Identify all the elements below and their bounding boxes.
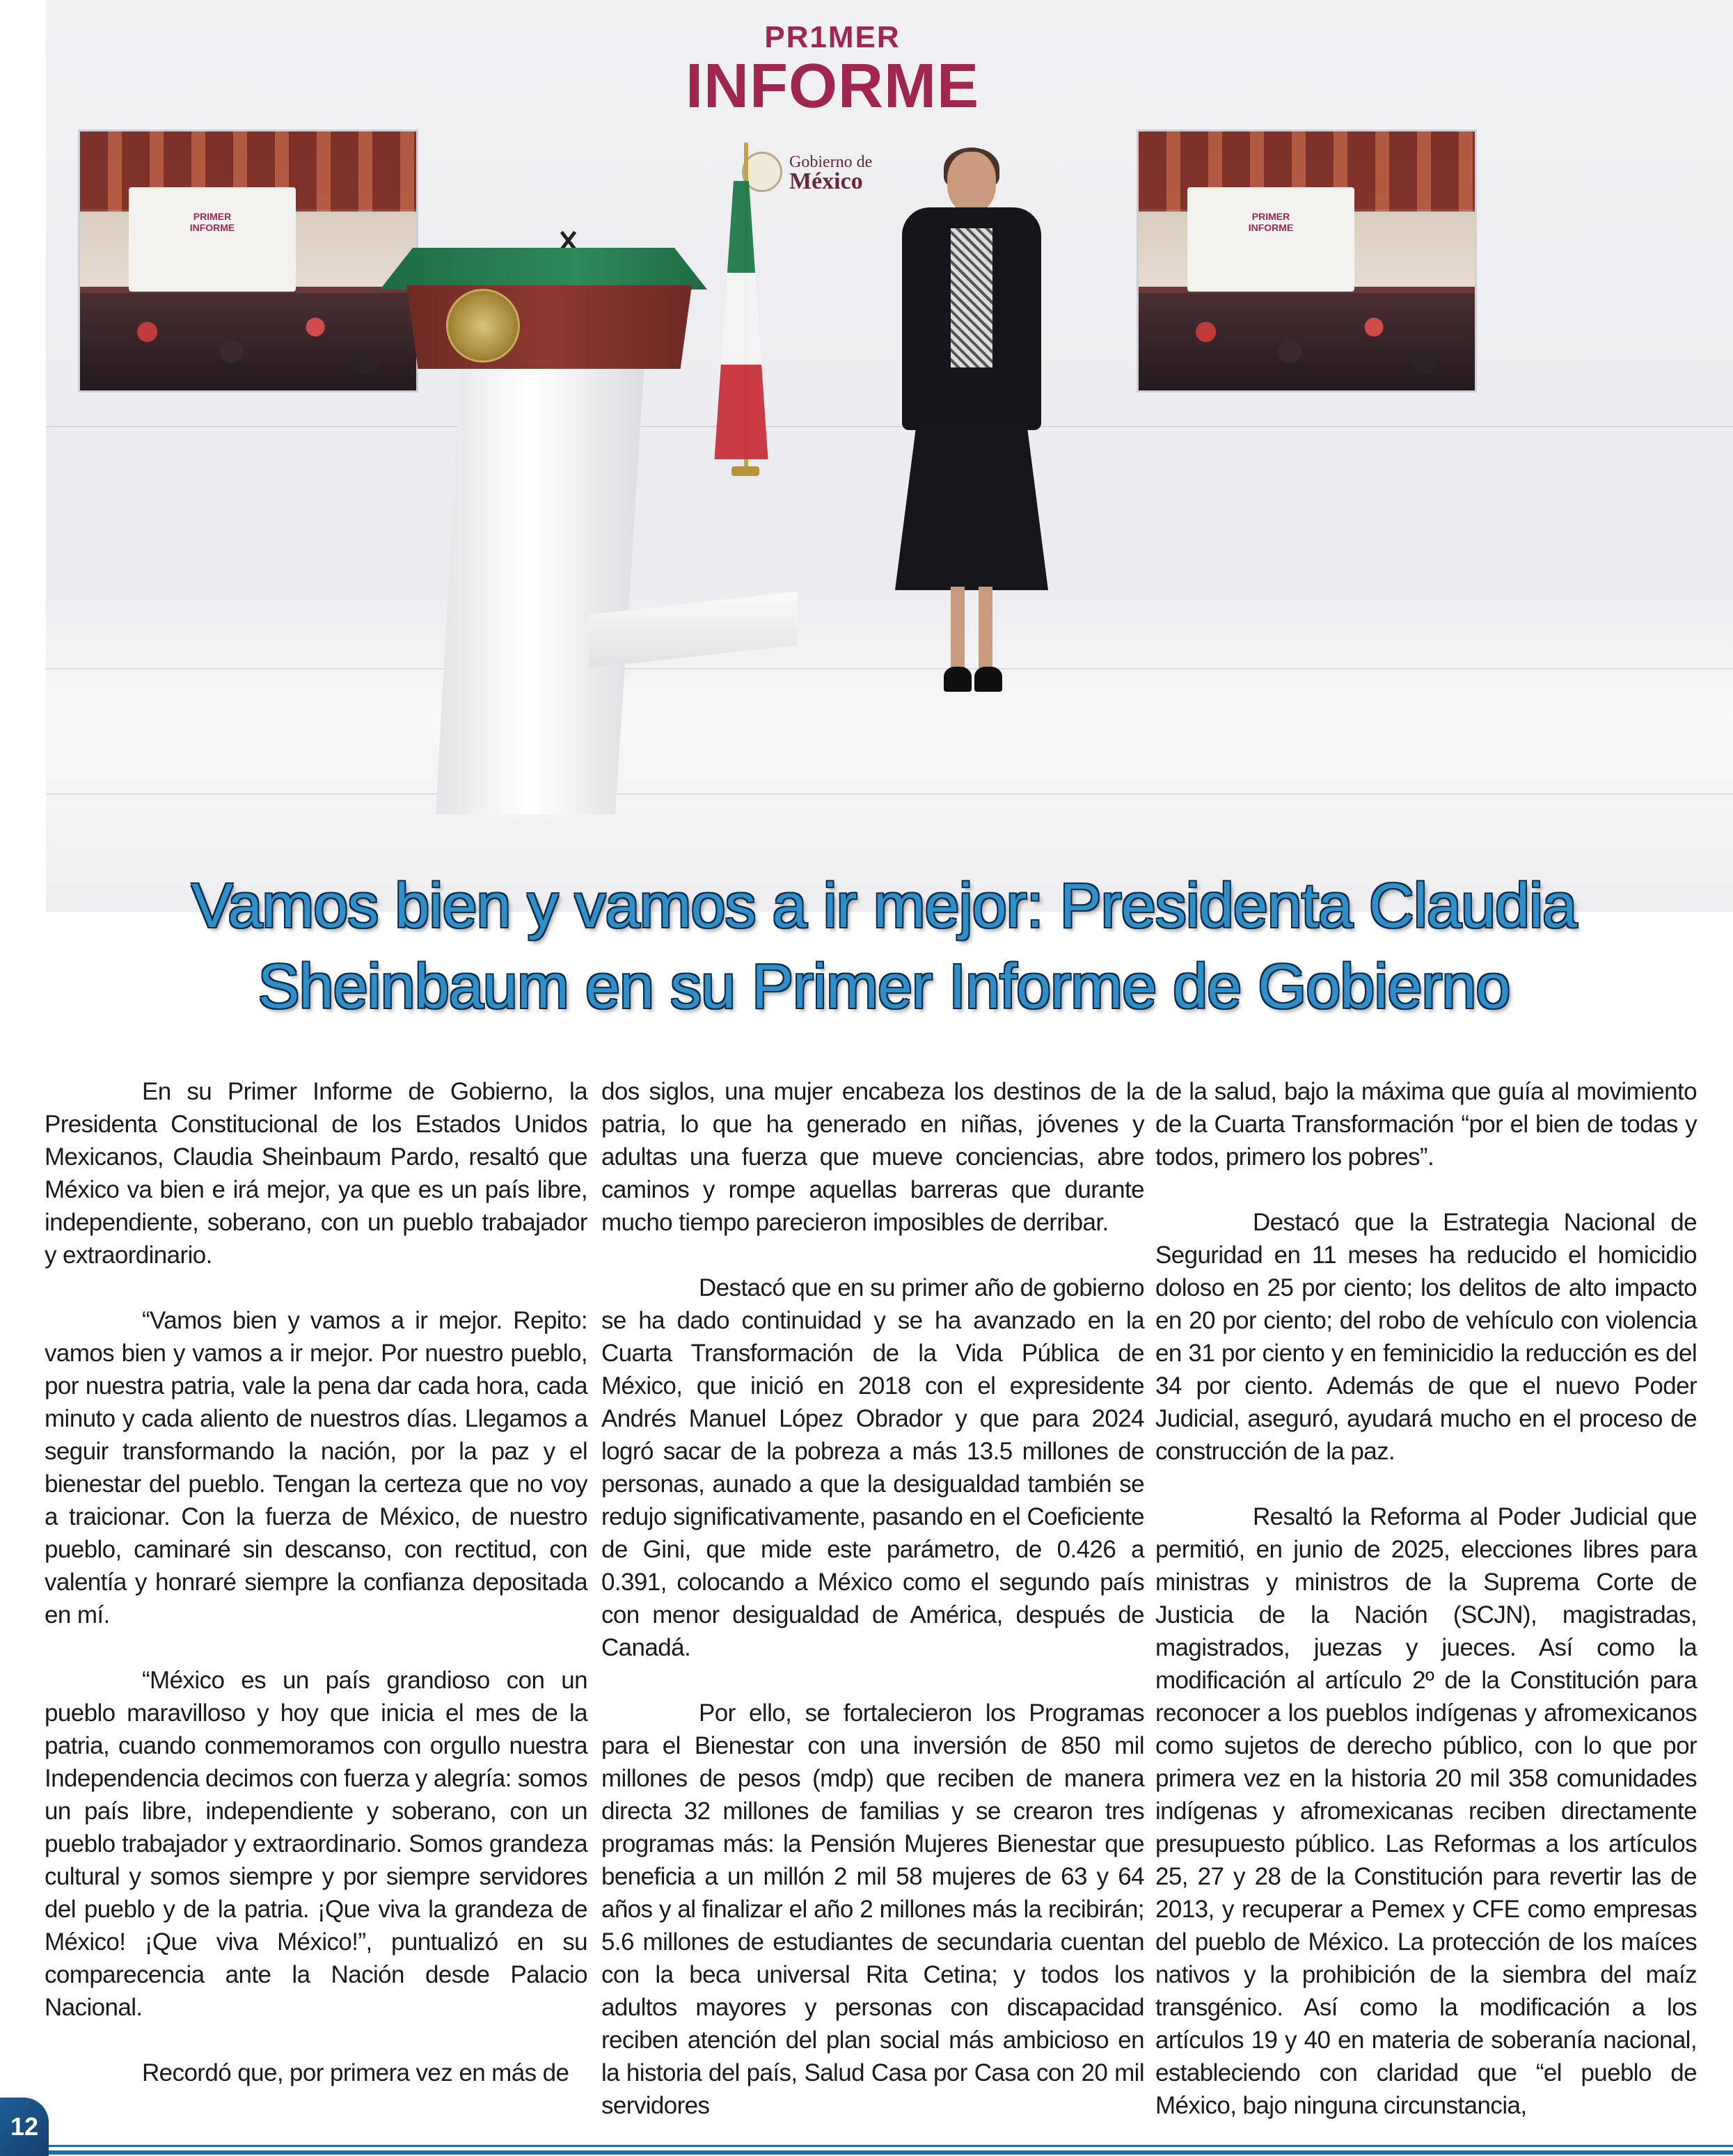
screen-logo bbox=[171, 211, 254, 233]
screen-logo-top: PRIMER bbox=[1251, 211, 1290, 222]
audience-crowd bbox=[1139, 293, 1475, 390]
paragraph: “Vamos bien y vamos a ir mejor. Repito: vamos bien y vamos a ir mejor. Por nuestro pueblo, por nuestra patria, vale la pena dar cada hora, cada minuto y cada aliento de nuestros días. Llegamos a seguir transformando la nación, por la paz y el bienestar del pueblo. Tengan la certeza que no voy a traicionar. Con la fuerza de México, de nuestro pueblo, caminaré sin descanso, con rectitud, con valentía y honraré siempre la confianza depositada en mí. bbox=[45, 1307, 587, 1628]
screen-stage-panel bbox=[129, 187, 296, 292]
screen-logo-bottom: INFORME bbox=[189, 222, 235, 233]
footer-rule bbox=[0, 2150, 1733, 2155]
paragraph: Recordó que, por primera vez en más de bbox=[142, 2059, 569, 2086]
gobierno-line2: México bbox=[789, 168, 863, 194]
screen-logo-top: PRIMER bbox=[193, 211, 232, 222]
article-column-2 bbox=[601, 1075, 1144, 2122]
screen-stage-panel bbox=[1187, 187, 1354, 292]
figure-skirt bbox=[895, 423, 1048, 590]
footer-rule bbox=[0, 2145, 1733, 2147]
figure-shoe bbox=[974, 667, 1002, 692]
paragraph: Por ello, se fortalecieron los Programas para el Bienestar con una inversión de 850 mil millones de pesos (mdp) que reciben de manera directa 32 millones de familias y se crearon tres programas más: la Pensión Mujeres Bienestar que beneficia a un millón 2 mil 58 mujeres de 63 y 64 años y al finalizar el año 2 millones más la recibirán; 5.6 millones de estudiantes de secundaria cuentan con la beca universal Rita Cetina; y todos los adultos mayores y personas con discapacidad reciben atención del plan social más ambicioso en la historia del país, Salud Casa por Casa con 20 mil servidores bbox=[601, 1699, 1144, 2119]
audience-crowd bbox=[80, 293, 416, 390]
president-figure bbox=[881, 152, 1062, 702]
mexican-flag bbox=[703, 181, 780, 459]
logo-bottom-text: INFORME bbox=[686, 51, 979, 121]
figure-leg bbox=[951, 587, 965, 670]
logo-top-text: PR1MER bbox=[764, 20, 901, 54]
paragraph: Destacó que la Estrategia Nacional de Seguridad en 11 meses ha reducido el homicidio doloso en 25 por ciento; los delitos de alto impacto en 20 por ciento; del robo de vehículo con violencia en 31 por ciento y en feminicidio la reducción es del 34 por ciento. Además de que el nuevo Poder Judicial, aseguró, ayudará mucho en el proceso de construcción de la paz. bbox=[1155, 1209, 1697, 1465]
floor-line bbox=[46, 793, 1733, 795]
article-column-1 bbox=[45, 1075, 587, 2089]
headline-line2: Sheinbaum en su Primer Informe de Gobierno bbox=[258, 952, 1510, 1022]
paragraph: “México es un país grandioso con un pueblo maravilloso y hoy que inicia el mes de la patria, cuando conmemoramos con orgullo nuestra Independencia decimos con fuerza y alegría: somos un país libre, independiente y soberano, con un pueblo trabajador y extraordinario. Somos grandeza cultural y somos siempre y por siempre servidores del pueblo y de la patria. ¡Que viva la grandeza de México! ¡Que viva México!”, puntualizó en su comparecencia ante la Nación desde Palacio Nacional. bbox=[45, 1667, 587, 2021]
screen-logo-bottom: INFORME bbox=[1248, 222, 1294, 233]
podium-seal-icon bbox=[446, 289, 520, 363]
paragraph: En su Primer Informe de Gobierno, la Presidenta Constitucional de los Estados Unidos Mexicanos, Claudia Sheinbaum Pardo, resaltó que México va bien e irá mejor, ya que es un país libre, independiente, soberano, con un pueblo trabajador y extraordinario. bbox=[45, 1078, 587, 1269]
right-video-screen bbox=[1137, 129, 1477, 393]
page-number-tab: 12 bbox=[0, 2098, 49, 2156]
gobierno-de-mexico-logo bbox=[742, 148, 872, 196]
left-video-screen bbox=[78, 129, 418, 393]
gobierno-line1: Gobierno de bbox=[789, 153, 873, 171]
primer-informe-logo bbox=[651, 20, 1013, 121]
podium-top-green bbox=[380, 248, 707, 290]
flag-base bbox=[731, 466, 759, 476]
figure-head bbox=[947, 152, 996, 213]
podium-base bbox=[436, 362, 644, 814]
screen-logo bbox=[1229, 211, 1313, 233]
paragraph: dos siglos, una mujer encabeza los destinos de la patria, lo que ha generado en niñas, jóvenes y adultas una fuerza que mueve conciencias, abre caminos y rompe aquellas barreras que durante mucho tiempo parecieron imposibles de derribar. bbox=[601, 1078, 1144, 1236]
headline-line1: Vamos bien y vamos a ir mejor: Presidenta Claudia bbox=[191, 871, 1577, 941]
figure-shoe bbox=[944, 667, 972, 692]
article-headline bbox=[63, 866, 1705, 1027]
article-column-3 bbox=[1155, 1075, 1697, 2122]
figure-blouse bbox=[951, 228, 992, 367]
figure-leg bbox=[979, 587, 992, 670]
paragraph: Destacó que en su primer año de gobierno se ha dado continuidad y se ha avanzado en la Cuarta Transformación de la Vida Pública de México, que inició en 2018 con el expresidente Andrés Manuel López Obrador y que para 2024 logró sacar de la pobreza a más 13.5 millones de personas, aunado a que la desigualdad también se redujo significativamente, pasando en el Coeficiente de Gini, que mide este parámetro, de 0.426 a 0.391, colocando a México como el segundo país con menor desigualdad de América, después de Canadá. bbox=[601, 1274, 1144, 1661]
paragraph: Resaltó la Reforma al Poder Judicial que permitió, en junio de 2025, elecciones libres para ministras y ministros de la Suprema Corte de Justicia de la Nación (SCJN), magistradas, magistrados, juezas y jueces. Así como la modificación al artículo 2º de la Constitución para reconocer a los pueblos indígenas y afromexicanos como sujetos de derecho público, con lo que por primera vez en la historia 20 mil 358 comunidades indígenas y afromexicanas reciben directamente presupuesto público. Las Reformas a los artículos 25, 27 y 28 de la Constitución para revertir las de 2013, y recuperar a Pemex y CFE como empresas del pueblo de México. La protección de los maíces nativos y la prohibición de la siembra del maíz transgénico. Así como la modificación a los artículos 19 y 40 en materia de soberanía nacional, estableciendo con claridad que “el pueblo de México, bajo ninguna circunstancia, bbox=[1155, 1503, 1697, 2119]
hero-photo bbox=[46, 0, 1733, 912]
paragraph: de la salud, bajo la máxima que guía al movimiento de la Cuarta Transformación “por el bien de todas y todos, primero los pobres”. bbox=[1155, 1078, 1697, 1171]
gobierno-text bbox=[789, 152, 873, 194]
